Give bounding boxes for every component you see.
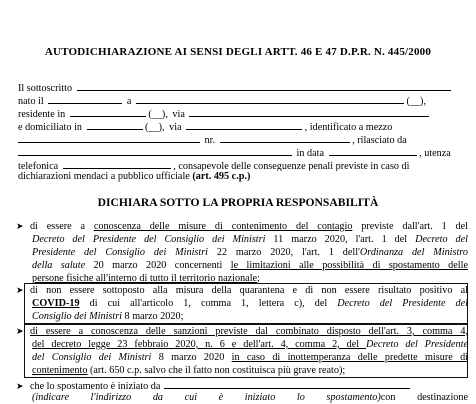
form-line-phone [18, 158, 463, 171]
label-utenza: , utenza [419, 148, 451, 158]
field-residence[interactable] [70, 106, 146, 117]
label-in-data: in data [296, 148, 324, 158]
field-name[interactable] [77, 80, 451, 91]
field-issue-date[interactable] [329, 145, 417, 156]
arrow-bullet-icon[interactable]: ➤ [16, 327, 24, 337]
form-line-declaration [18, 171, 463, 184]
arrow-bullet-icon[interactable]: ➤ [16, 222, 24, 232]
label-nr: nr. [204, 135, 216, 145]
field-issued-by[interactable] [18, 145, 292, 156]
label-telefonica: telefonica [18, 161, 59, 171]
label-rilasciato: , rilasciato da [352, 135, 407, 145]
label-via-2: via [169, 122, 182, 132]
field-document-type[interactable] [18, 132, 200, 143]
label-domiciliato: e domiciliato in [18, 122, 82, 132]
form-line-issued [18, 145, 463, 158]
arrow-bullet-icon[interactable]: ➤ [16, 382, 24, 391]
form-line-birth [18, 93, 463, 106]
field-domicile[interactable] [87, 119, 143, 130]
field-start-address[interactable] [164, 378, 410, 389]
label-identificato: , identificato a mezzo [304, 122, 393, 132]
document-title: AUTODICHIARAZIONE AI SENSI DEGLI ARTT. 46 E 47 D.P.R. N. 445/2000 [44, 46, 432, 58]
form-line-document [18, 132, 463, 145]
label-via: via [172, 109, 185, 119]
label-nato: nato il [18, 96, 44, 106]
field-residence-street[interactable] [189, 106, 429, 117]
declaration-heading: DICHIARA SOTTO LA PROPRIA RESPONSABILITÀ [97, 196, 379, 209]
label-art495: (art. 495 c.p.) [192, 171, 251, 182]
label-residente: residente in [18, 109, 66, 119]
label-a: a [126, 96, 132, 106]
label-dichiarazioni: dichiarazioni mendaci a pubblico ufficiale [18, 171, 190, 182]
province-domicile[interactable]: (__), [145, 122, 165, 132]
form-line-domicile [18, 119, 463, 132]
field-domicile-street[interactable] [186, 119, 302, 130]
province-residence[interactable]: (__), [148, 109, 168, 119]
field-birth-date[interactable] [48, 93, 122, 104]
label-sottoscritto: Il sottoscritto [18, 83, 73, 93]
form-line-residence [18, 106, 463, 119]
field-phone[interactable] [63, 158, 171, 169]
form-line-name [18, 80, 463, 93]
province-birth[interactable]: (__), [406, 96, 426, 106]
arrow-bullet-icon[interactable]: ➤ [16, 286, 24, 296]
bullet-4: ➤ che lo spostamento è iniziato da (indicare l'indirizzo da cui è iniziato lo spostamento)con destinazione [16, 378, 468, 404]
label-consapevole: , consapevole delle conseguenze penali previste in caso di [173, 161, 410, 171]
field-birth-place[interactable] [136, 93, 404, 104]
bullet-2: ➤ di non essere sottoposto alla misura della quarantena e di non essere risultato positivo al COVID-19 di cui all'articolo 1, comma 1, lettera c), del Decreto del Presidente del Consiglio dei Ministri 8 marzo 2020; [16, 285, 468, 322]
field-document-number[interactable] [220, 132, 350, 143]
bullet-3: ➤ di essere a conoscenza delle sanzioni previste dal combinato disposto dell'art. 3, comma 4, del decreto legge 23 febbraio 2020, n. 6 e dell'art. 4, comma 2, del Decreto del Presidente del Consiglio dei Ministri 8 marzo 2020 in caso di inottemperanza delle predette misure di contenimento (art. 650 c.p. salvo che il fatto non costituisca più grave reato); [16, 326, 468, 376]
bullet-1: ➤ di essere a conoscenza delle misure di contenimento del contagio previste dall'art. 1 del Decreto del Presidente del Consiglio dei Ministri 11 marzo 2020, l'art. 1 del Decreto del Presidente del Consiglio dei Ministri 22 marzo 2020, l'art. 1 dell'Ordinanza del Ministro della salute 20 marzo 2020 concernenti le limitazioni alle possibilità di spostamento delle persone fisiche all'interno di tutto il territorio nazionale; [16, 221, 468, 284]
